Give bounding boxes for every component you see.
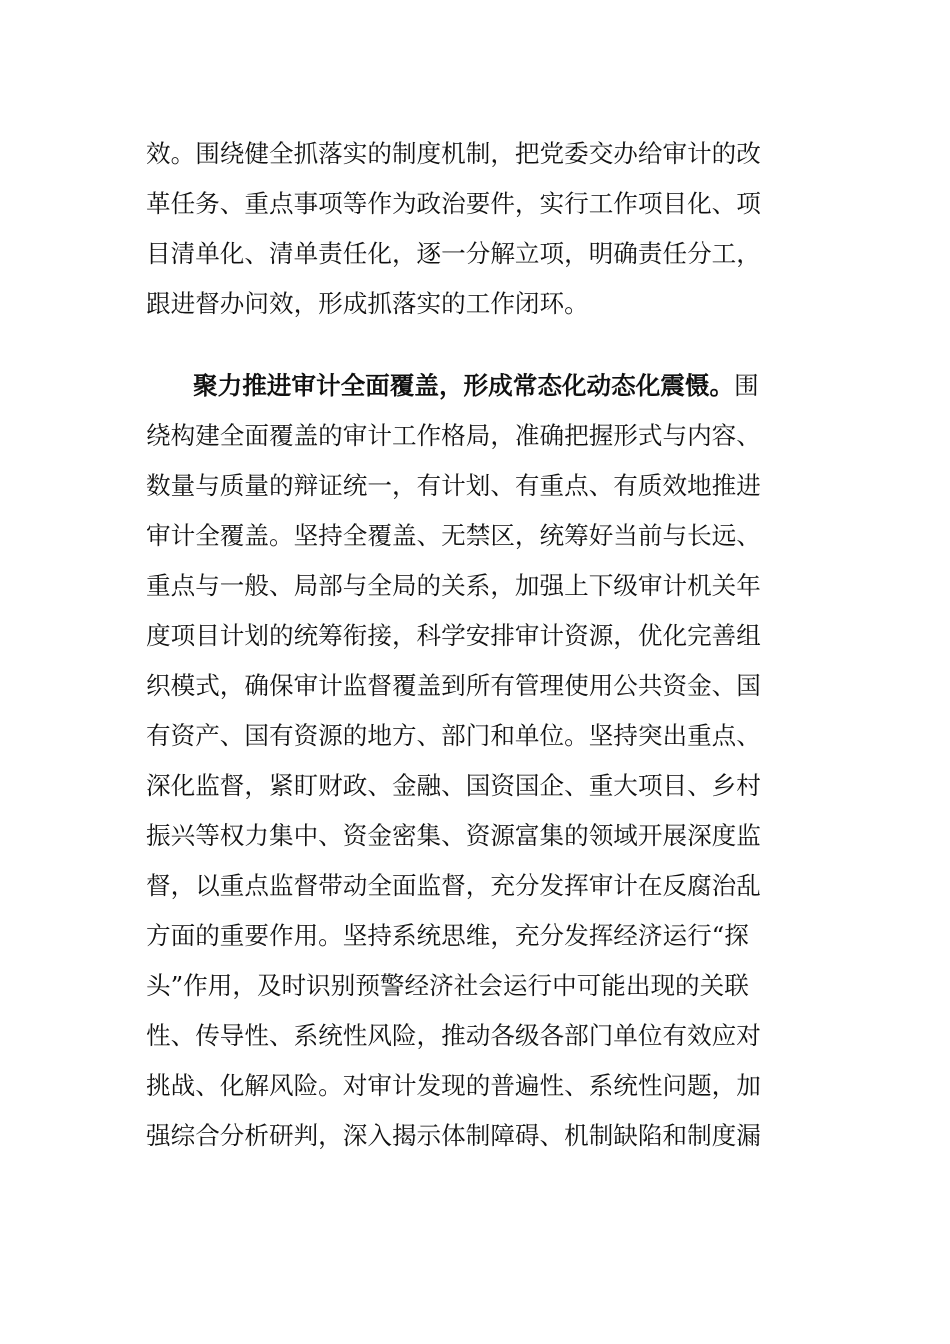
paragraph-1-line-2: 革任务、重点事项等作为政治要件，实行工作项目化、项 [146, 189, 761, 218]
paragraph-2-line: 度项目计划的统筹衔接，科学安排审计资源，优化完善组 [146, 621, 761, 650]
paragraph-2-line: 振兴等权力集中、资金密集、资源富集的领域开展深度监 [146, 821, 761, 850]
paragraph-2-line: 深化监督，紧盯财政、金融、国资国企、重大项目、乡村 [146, 771, 761, 800]
paragraph-2-line: 织模式，确保审计监督覆盖到所有管理使用公共资金、国 [146, 671, 761, 700]
paragraph-2-line: 方面的重要作用。坚持系统思维，充分发挥经济运行“探 [146, 921, 749, 950]
paragraph-2-line: 审计全覆盖。坚持全覆盖、无禁区，统筹好当前与长远、 [146, 521, 761, 550]
paragraph-2-line: 有资产、国有资源的地方、部门和单位。坚持突出重点、 [146, 721, 761, 750]
paragraph-2-line: 挑战、化解风险。对审计发现的普遍性、系统性问题，加 [146, 1071, 761, 1100]
paragraph-1-line-1: 效。围绕健全抓落实的制度机制，把党委交办给审计的改 [146, 139, 761, 168]
section-heading: 聚力推进审计全面覆盖，形成常态化动态化震慑。 [193, 371, 735, 400]
paragraph-2-first-line-rest: 围 [734, 371, 759, 400]
paragraph-1-line-3: 目清单化、清单责任化，逐一分解立项，明确责任分工， [146, 239, 761, 268]
paragraph-2-line: 绕构建全面覆盖的审计工作格局，准确把握形式与内容、 [146, 421, 761, 450]
paragraph-2-line: 重点与一般、局部与全局的关系，加强上下级审计机关年 [146, 571, 761, 600]
paragraph-2-line: 强综合分析研判，深入揭示体制障碍、机制缺陷和制度漏 [146, 1121, 761, 1150]
paragraph-2-first-line [193, 366, 853, 406]
paragraph-2-line: 督，以重点监督带动全面监督，充分发挥审计在反腐治乱 [146, 871, 761, 900]
paragraph-2-line: 数量与质量的辩证统一，有计划、有重点、有质效地推进 [146, 471, 761, 500]
paragraph-1-line-4: 跟进督办问效，形成抓落实的工作闭环。 [146, 289, 589, 318]
paragraph-2-line: 性、传导性、系统性风险，推动各级各部门单位有效应对 [146, 1021, 761, 1050]
paragraph-2-line: 头”作用，及时识别预警经济社会运行中可能出现的关联 [146, 971, 749, 1000]
